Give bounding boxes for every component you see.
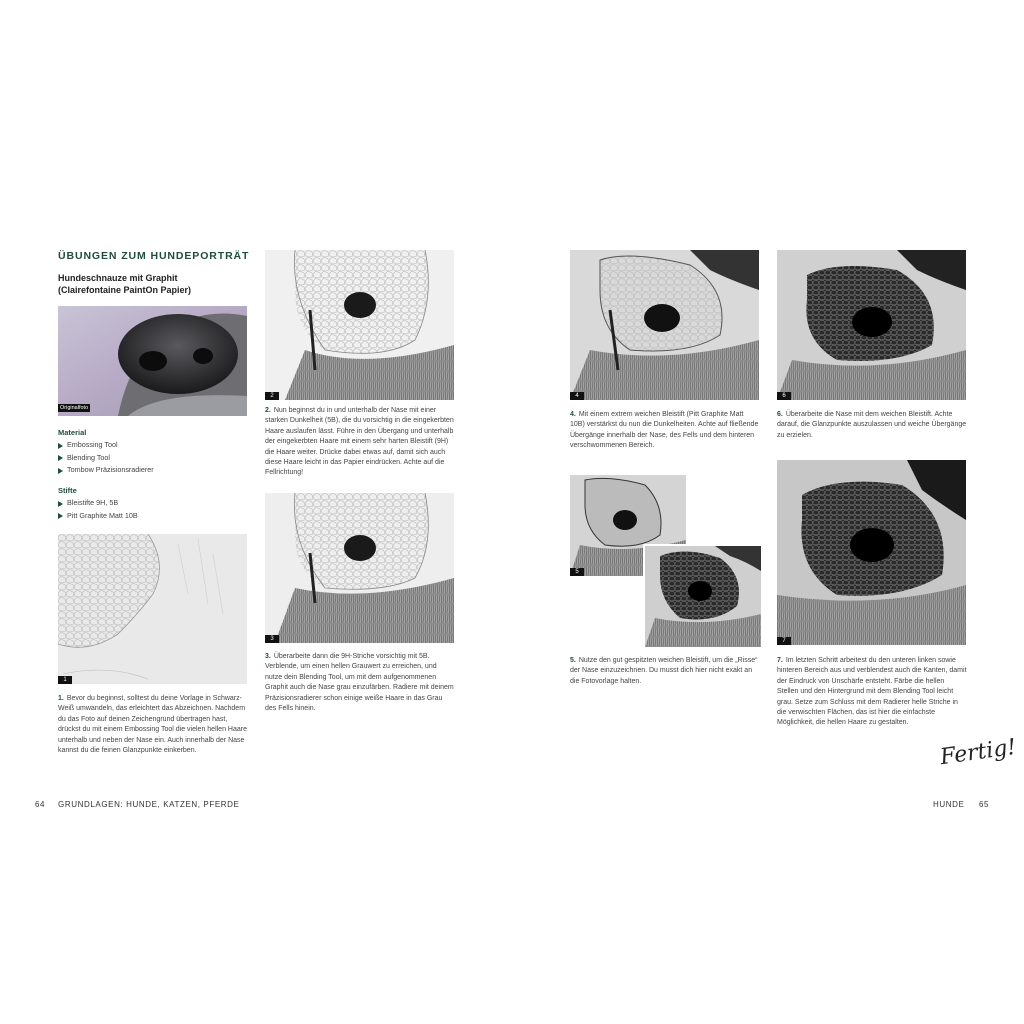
pencils-label: Stifte [58, 486, 77, 495]
exercise-title [58, 272, 253, 296]
step-number: 2. [265, 407, 271, 414]
step-text: Nun beginnst du in und unterhalb der Nase mit einer starken Dunkelheit (5B), die du vorsichtig in die eingekerbten Haare auslaufen lässt. Führe in den Übergang und unterhalb der eingekerbten Haare mit einem sehr harten Bleistift (9H) die Haare weiter. Drücke dabei etwas auf, damit sich auch diese Haare leicht in das Papier eindrücken. Achte auf die Fellrichtung! [265, 407, 454, 477]
running-head-right: HUNDE [933, 800, 965, 809]
step-number: 6. [777, 411, 783, 418]
bullet-icon [58, 443, 63, 449]
step-3-image [265, 493, 454, 643]
bullet-icon [58, 468, 63, 474]
step-number: 4. [570, 411, 576, 418]
step-number: 7. [777, 657, 783, 664]
step-number: 5. [570, 657, 576, 664]
step-badge: 3 [265, 635, 279, 643]
step-4-image [570, 250, 759, 400]
step-4-caption [570, 410, 760, 452]
list-item: Tombow Präzisionsradierer [58, 464, 248, 477]
bullet-icon [58, 455, 63, 461]
step-6-image [777, 250, 966, 400]
step-badge: 6 [777, 392, 791, 400]
step-text: Bevor du beginnst, solltest du deine Vorlage in Schwarz-Weiß umwandeln, das erleichtert das Abzeichnen. Nachdem du das Foto auf deinen Zeichengrund übertragen hast, drückst du mit einem Embossing Tool die vielen hellen Haare unterhalb und neben der Nase ein. Auch innerhalb der Nase kannst du die feinen Glanzpunkte einkerben. [58, 695, 247, 755]
step-text: Überarbeite die Nase mit dem weichen Bleistift. Achte darauf, die Glanzpunkte auszulassen und weiche Übergänge zu erzielen. [777, 411, 967, 439]
step-3-caption [265, 652, 455, 714]
list-item: Embossing Tool [58, 439, 248, 452]
step-2-image [265, 250, 454, 400]
bullet-icon [58, 513, 63, 519]
list-item: Pitt Graphite Matt 10B [58, 510, 248, 523]
page-number-left: 64 [35, 800, 46, 809]
step-badge: 2 [265, 392, 279, 400]
signature-text: Fertig! [938, 734, 1018, 771]
material-list [58, 439, 248, 477]
step-badge: 4 [570, 392, 584, 400]
running-head-left: GRUNDLAGEN: HUNDE, KATZEN, PFERDE [58, 800, 240, 809]
step-text: Im letzten Schritt arbeitest du den unteren linken sowie hinteren Bereich aus und verblendest auch die Kanten, damit der Eindruck von Unschärfe entsteht. Färbe die hellen Stellen und den Hintergrund mit dem Blending Tool leicht grau. Setze zum Schluss mit dem Radierer helle Striche in die verwischten Flächen, das ist hier die einfachste Möglichkeit, die hellen Haare zu gestalten. [777, 657, 967, 727]
step-2-caption [265, 406, 455, 479]
step-badge: 7 [777, 637, 791, 645]
section-heading: ÜBUNGEN ZUM HUNDEPORTRÄT [58, 250, 250, 262]
original-photo-label: Originalfoto [60, 405, 89, 411]
list-item: Blending Tool [58, 452, 248, 465]
step-text: Überarbeite dann die 9H-Striche vorsichtig mit 5B. Verblende, um einen hellen Grauwert zu erreichen, und nutze dein Blending Tool, um mit dem aufgenommenen Graphit auch die Nase grau einzufärben. Radiere mit deinem Präzisionsradierer schon einige weiße Haare in das Grau des Fells hinein. [265, 653, 454, 713]
step-text: Nutze den gut gespitzten weichen Bleistift, um die „Risse“ der Nase einzuzeichnen. Du musst dich hier nicht exakt an die Fotovorlage halten. [570, 657, 758, 685]
step-badge: 1 [58, 676, 72, 684]
bullet-icon [58, 501, 63, 507]
step-7-image [777, 460, 966, 645]
step-5-image-b [643, 544, 761, 647]
step-5-caption [570, 656, 760, 687]
material-label: Material [58, 428, 87, 437]
step-badge: 5 [570, 568, 584, 576]
step-text: Mit einem extrem weichen Bleistift (Pitt Graphite Matt 10B) verstärkst du nun die Dunkelheiten. Achte auf fließende Übergänge innerhalb der Nase, des Fells und dem hinteren verschwommenen Bereich. [570, 411, 759, 450]
exercise-title-line-2: (Clairefontaine PaintOn Papier) [58, 285, 192, 295]
exercise-title-line-1: Hundeschnauze mit Graphit [58, 273, 178, 283]
original-photo [58, 306, 247, 416]
list-item: Bleistifte 9H, 5B [58, 497, 248, 510]
step-number: 1. [58, 695, 64, 702]
step-1-caption [58, 694, 248, 756]
page-number-right: 65 [979, 800, 990, 809]
step-1-image [58, 534, 247, 684]
step-6-caption [777, 410, 967, 441]
step-number: 3. [265, 653, 271, 660]
step-7-caption [777, 656, 967, 729]
pencils-list [58, 497, 248, 522]
